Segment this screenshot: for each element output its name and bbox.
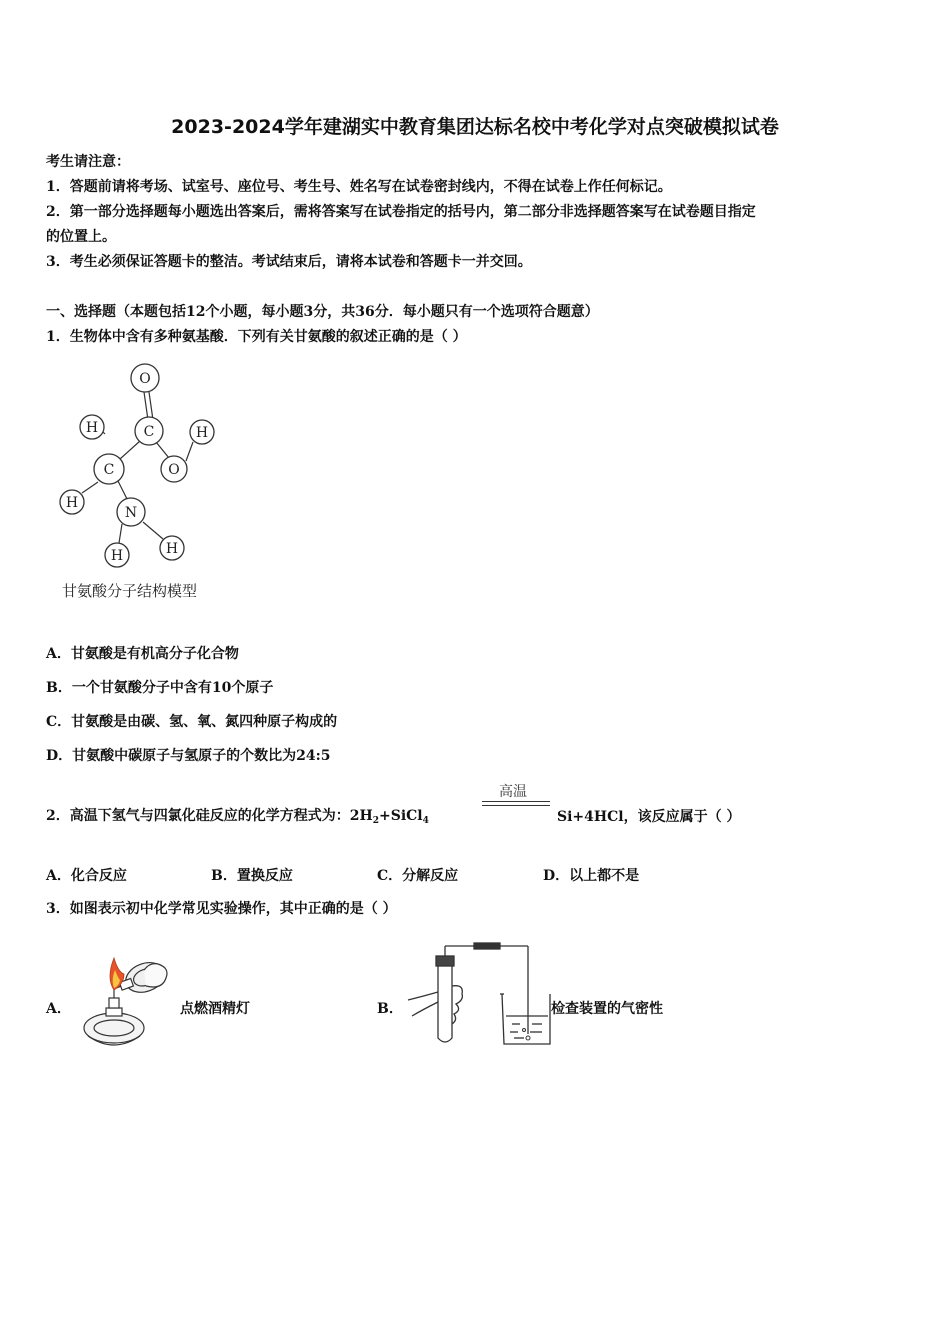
page-title: 2023-2024学年建湖实中教育集团达标名校中考化学对点突破模拟试卷 bbox=[171, 116, 779, 138]
glycine-figure-caption: 甘氨酸分子结构模型 bbox=[62, 582, 198, 600]
q2-stem bbox=[46, 806, 429, 831]
notice-item-1: 1．答题前请将考场、试室号、座位号、考生号、姓名写在试卷密封线内，不得在试卷上作任何标记。 bbox=[46, 179, 672, 195]
q2-products: Si+4HCl，该反应属于（ ） bbox=[557, 809, 741, 825]
atom-c-mid-label: C bbox=[103, 462, 115, 478]
notice-heading: 考生请注意： bbox=[46, 154, 130, 170]
atom-c-top-label: C bbox=[143, 424, 155, 440]
q1-option-b: B．一个甘氨酸分子中含有10个原子 bbox=[46, 680, 274, 696]
q2-option-a: A．化合反应 bbox=[46, 868, 127, 884]
notice-item-3: 3．考生必须保证答题卡的整洁。考试结束后，请将本试卷和答题卡一并交回。 bbox=[46, 254, 532, 270]
q2-stem-prefix: 2．高温下氢气与四氯化硅反应的化学方程式为： bbox=[46, 808, 350, 824]
q1-stem: 1．生物体中含有多种氨基酸．下列有关甘氨酸的叙述正确的是（ ） bbox=[46, 329, 467, 345]
q2-option-b: B．置换反应 bbox=[211, 868, 293, 884]
q2-condition: 高温 bbox=[499, 784, 527, 800]
q1-option-a: A．甘氨酸是有机高分子化合物 bbox=[46, 646, 239, 662]
q1-option-d: D．甘氨酸中碳原子与氢原子的个数比为24:5 bbox=[46, 748, 331, 764]
q2-option-d: D．以上都不是 bbox=[543, 868, 640, 884]
q2-reactant-h-sub: 2 bbox=[372, 816, 379, 826]
airtightness-figure bbox=[404, 940, 552, 1050]
q2-reactant-sicl: +SiCl bbox=[378, 808, 423, 824]
q2-option-c: C．分解反应 bbox=[377, 868, 459, 884]
atom-h-bottom-left-label: H bbox=[110, 548, 124, 564]
section-heading: 一、选择题（本题包括12个小题，每小题3分，共36分．每小题只有一个选项符合题意） bbox=[46, 304, 599, 320]
atom-o-right-label: O bbox=[168, 462, 180, 478]
atom-h-bottom-right-label: H bbox=[165, 541, 179, 557]
notice-item-2-cont: 的位置上。 bbox=[46, 229, 116, 245]
atom-h-right-label: H bbox=[195, 425, 209, 441]
notice-item-2: 2．第一部分选择题每小题选出答案后，需将答案写在试卷指定的括号内，第二部分非选择题答案写在试卷题目指定 bbox=[46, 204, 756, 220]
q3-option-a-letter: A． bbox=[46, 1001, 71, 1017]
q3-option-b-letter: B． bbox=[377, 1001, 403, 1017]
atom-n-label: N bbox=[124, 505, 138, 521]
atom-h-left-label: H bbox=[65, 495, 79, 511]
atom-h-upper-left-label: H bbox=[85, 420, 99, 436]
equation-bar-bottom bbox=[482, 805, 550, 806]
atom-o-top-label: O bbox=[139, 371, 151, 387]
q1-option-c: C．甘氨酸是由碳、氢、氧、氮四种原子构成的 bbox=[46, 714, 338, 730]
q3-option-a-text: 点燃酒精灯 bbox=[180, 1001, 250, 1017]
q2-reactant-h: 2H bbox=[349, 808, 373, 824]
q3-stem: 3．如图表示初中化学常见实验操作，其中正确的是（ ） bbox=[46, 901, 397, 917]
equation-bar-top bbox=[482, 801, 550, 802]
alcohol-lamp-figure bbox=[74, 950, 176, 1052]
q2-reactant-sicl-sub: 4 bbox=[422, 816, 429, 826]
q3-option-b-text: 检查装置的气密性 bbox=[551, 1001, 663, 1017]
glycine-model-figure bbox=[40, 355, 240, 580]
